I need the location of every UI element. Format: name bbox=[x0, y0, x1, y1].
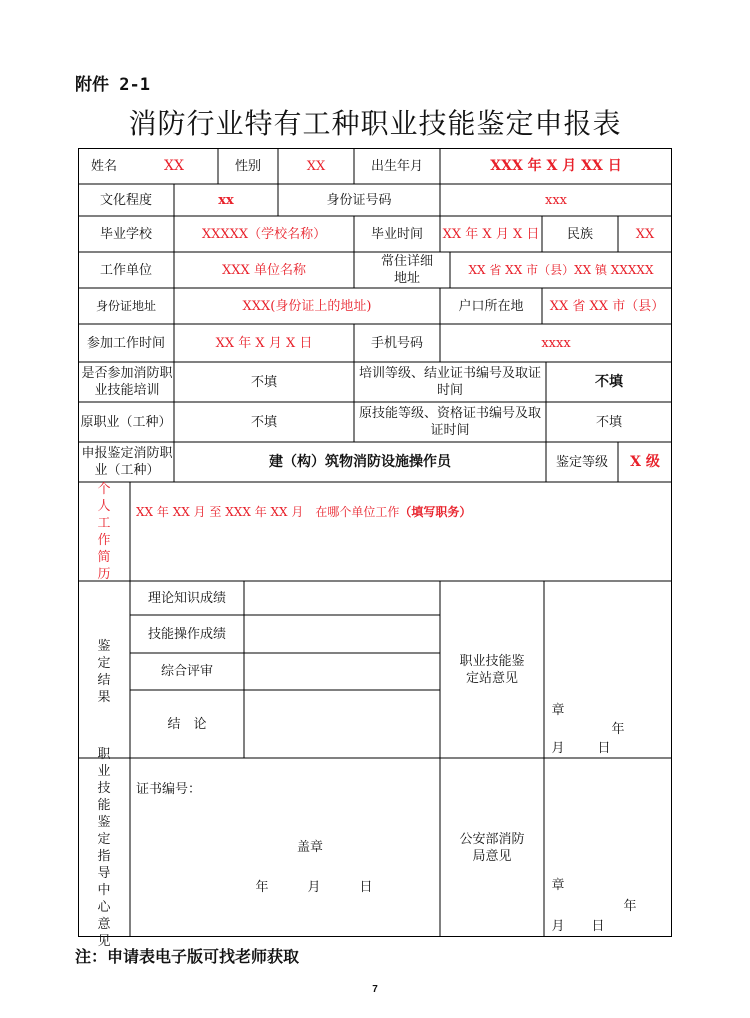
skill-score-label: 技能操作成绩 bbox=[147, 626, 226, 642]
center-day-text: 日 bbox=[359, 879, 373, 895]
employer-value: XXX 单位名称 bbox=[222, 262, 306, 278]
station-opinion-label: 职业技能鉴定站意见 bbox=[459, 653, 525, 686]
page-number: 7 bbox=[372, 984, 378, 995]
gender-label: 性别 bbox=[234, 158, 261, 174]
ethnicity-value: XX bbox=[635, 226, 655, 242]
certificate-number-label: 证书编号： bbox=[136, 781, 202, 797]
id-number-label: 身份证号码 bbox=[326, 192, 392, 208]
form-title: 消防行业特有工种职业技能鉴定申报表 bbox=[128, 107, 622, 140]
training-value: 不填 bbox=[250, 374, 277, 390]
station-year-text: 年 bbox=[611, 721, 625, 737]
theory-score-label: 理论知识成绩 bbox=[147, 590, 226, 606]
apply-job-value: 建（构）筑物消防设施操作员 bbox=[269, 453, 451, 470]
resume-value-duty: （填写职务） bbox=[399, 504, 472, 519]
police-day-text: 日 bbox=[591, 918, 605, 934]
name-label: 姓名 bbox=[90, 158, 117, 174]
conclusion-label: 结 论 bbox=[167, 716, 207, 732]
education-label: 文化程度 bbox=[99, 192, 152, 208]
original-cert-value: 不填 bbox=[595, 414, 622, 430]
id-address-label: 身份证地址 bbox=[95, 298, 156, 313]
phone-label: 手机号码 bbox=[370, 335, 423, 351]
resume-value bbox=[136, 500, 666, 524]
original-job-label: 原职业（工种） bbox=[80, 414, 172, 430]
start-work-label: 参加工作时间 bbox=[86, 335, 165, 351]
police-seal-text: 章 bbox=[551, 877, 565, 893]
police-opinion-label: 公安部消防局意见 bbox=[459, 832, 525, 864]
training-label: 是否参加消防职业技能培训 bbox=[81, 366, 173, 398]
footnote: 注：申请表电子版可找老师获取 bbox=[75, 947, 300, 966]
level-label: 鉴定等级 bbox=[555, 454, 608, 470]
name-value: XX bbox=[164, 157, 184, 174]
center-opinion-label: 职业技能鉴定指导中心意见 bbox=[97, 747, 111, 949]
station-day-text: 日 bbox=[597, 740, 611, 756]
application-form-table bbox=[78, 148, 672, 949]
police-year-text: 年 bbox=[623, 898, 637, 914]
resume-label: 个人工作简历 bbox=[97, 482, 111, 582]
id-number-value: xxx bbox=[545, 192, 567, 208]
birth-value: XXX 年 X 月 XX 日 bbox=[490, 157, 622, 174]
gender-value: XX bbox=[306, 158, 326, 174]
training-cert-label: 培训等级、结业证书编号及取证时间 bbox=[358, 366, 541, 398]
annex-label: 附件 2-1 bbox=[75, 75, 150, 95]
residence-value: XX 省 XX 市（县）XX 镇 XXXXX bbox=[468, 262, 654, 277]
station-month-text: 月 bbox=[551, 740, 565, 756]
graduation-label: 毕业时间 bbox=[370, 226, 423, 242]
start-work-value: XX 年 X 月 X 日 bbox=[215, 335, 313, 351]
center-month-text: 月 bbox=[307, 879, 321, 895]
hukou-value: XX 省 XX 市（县） bbox=[549, 298, 665, 314]
station-seal-text: 章 bbox=[551, 702, 565, 718]
training-cert-value: 不填 bbox=[595, 373, 623, 390]
graduation-value: XX 年 X 月 X 日 bbox=[442, 226, 540, 242]
phone-value: xxxx bbox=[541, 335, 571, 351]
birth-label: 出生年月 bbox=[370, 158, 423, 174]
id-address-value: XXX(身份证上的地址) bbox=[242, 298, 372, 314]
original-job-value: 不填 bbox=[250, 414, 277, 430]
original-cert-label: 原技能等级、资格证书编号及取证时间 bbox=[358, 406, 541, 438]
education-value: xx bbox=[218, 192, 234, 208]
school-value: XXXXX（学校名称） bbox=[201, 226, 327, 242]
center-year-text: 年 bbox=[255, 879, 269, 895]
employer-label: 工作单位 bbox=[99, 262, 152, 278]
ethnicity-label: 民族 bbox=[566, 226, 593, 242]
overall-review-label: 综合评审 bbox=[160, 664, 213, 679]
apply-job-label: 申报鉴定消防职业（工种） bbox=[81, 446, 173, 478]
result-label: 鉴定结果 bbox=[97, 639, 111, 705]
level-value: X 级 bbox=[630, 453, 660, 470]
residence-label: 常住详细地址 bbox=[380, 254, 433, 286]
police-month-text: 月 bbox=[551, 918, 565, 934]
hukou-label: 户口所在地 bbox=[458, 298, 524, 314]
center-seal-text: 盖章 bbox=[296, 839, 323, 855]
resume-value-text: XX 年 XX 月 至 XXX 年 XX 月 在哪个单位工作 bbox=[136, 504, 400, 519]
school-label: 毕业学校 bbox=[99, 226, 152, 242]
